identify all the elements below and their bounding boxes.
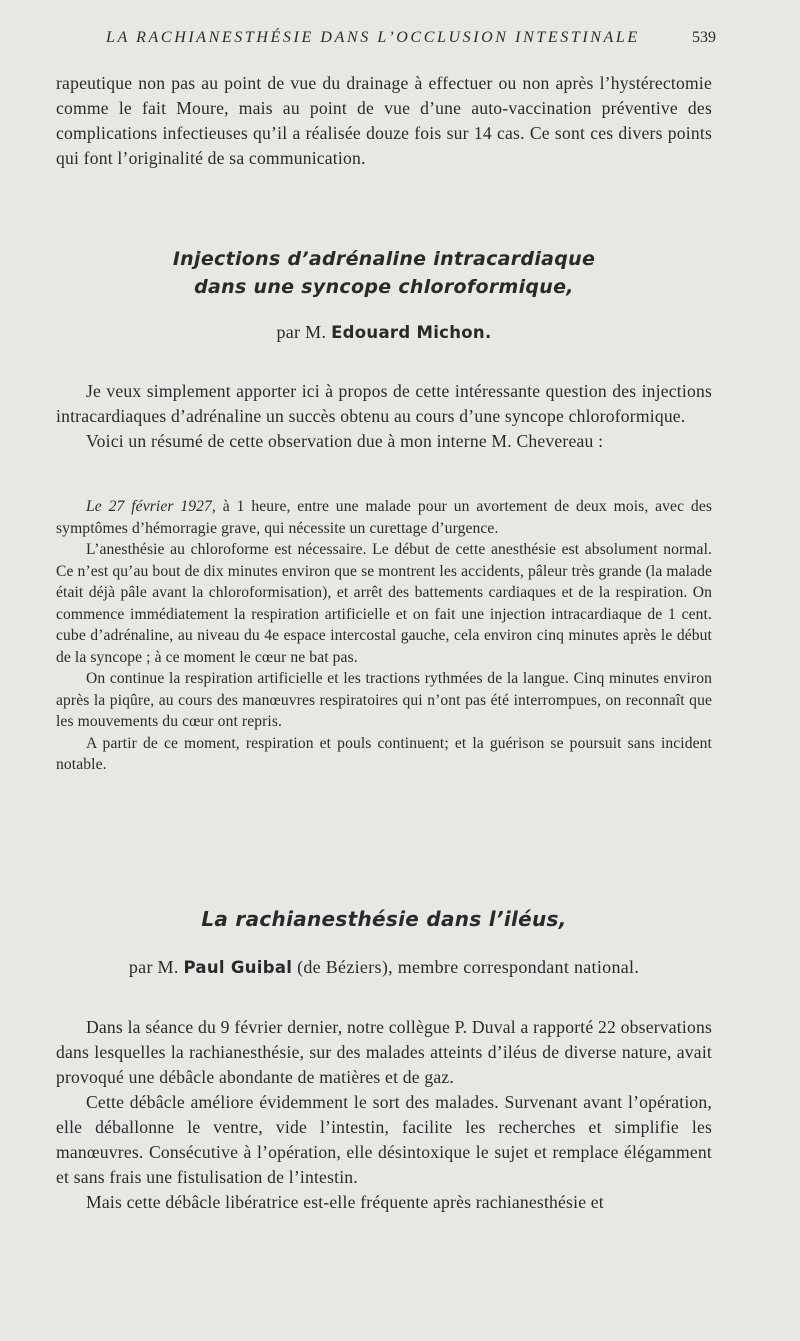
byline-suffix: (de Béziers), membre correspondant national. (297, 957, 640, 977)
paragraph: Mais cette débâcle libératrice est-elle fréquente après rachianesthésie et (86, 1192, 604, 1212)
article1-intro (56, 379, 712, 454)
byline-prefix: par M. (276, 322, 327, 342)
observation-paragraph: On continue la respiration artificielle et les tractions rythmées de la langue. Cinq minutes environ après la piqûre, au cours des manœuvres respiratoires qui n’ont pas été interrompues, on reconnaît que les mouvements du cœur ont repris. (56, 670, 712, 730)
article2-title-text: La rachianesthésie dans l’iléus, (201, 907, 567, 931)
observation-paragraph: L’anesthésie au chloroforme est nécessaire. Le début de cette anesthésie est absolument normal. Ce n’est qu’au bout de dix minutes environ que se montrent les accidents, pâleur très grande (la malade était déjà pâle avant la chloroformisation), et arrêt des battements cardiaques et de la respiration. On commence immédiatement la respiration artificielle et on fait une injection intracardiaque de 1 cent. cube d’adrénaline, au niveau du 4e espace intercostal gauche, cela environ cinq minutes après le début de la syncope ; à ce moment le cœur ne bat pas. (56, 541, 712, 666)
page-number: 539 (692, 29, 716, 46)
article2-byline (56, 954, 712, 981)
byline-prefix: par M. (128, 957, 179, 977)
continued-text-block (56, 71, 712, 171)
paragraph: Je veux simplement apporter ici à propos de cette intéressante question des injections intracardiaques d’adrénaline un succès obtenu au cours d’une syncope chloroformique. (56, 381, 712, 426)
article1-byline (56, 319, 712, 346)
running-title: LA RACHIANESTHÉSIE DANS L’OCCLUSION INTESTINALE (106, 29, 640, 46)
paragraph: Voici un résumé de cette observation due à mon interne M. Chevereau : (86, 431, 604, 451)
author-name: Paul Guibal (183, 958, 293, 977)
author-name: Edouard Michon. (331, 323, 492, 342)
article1-title-line2: dans une syncope chloroformique, (194, 276, 574, 298)
continued-paragraph: rapeutique non pas au point de vue du drainage à effectuer ou non après l’hystérectomie comme le fait Moure, mais au point de vue d’une auto-vaccination préventive des complications infectieuses qu’il a réalisée douze fois sur 14 cas. Ce sont ces divers points qui font l’originalité de sa communication. (56, 73, 712, 168)
observation-paragraph: A partir de ce moment, respiration et pouls continuent; et la guérison se poursuit sans incident notable. (56, 734, 712, 773)
paragraph: Cette débâcle améliore évidemment le sort des malades. Survenant avant l’opération, elle déballonne le ventre, vide l’intestin, facilite les recherches et simplifie les manœuvres. Consécutive à l’opération, elle désintoxique le sujet et remplace élégamment et sans frais une fistulisation de l’intestin. (56, 1092, 712, 1187)
paragraph: Dans la séance du 9 février dernier, notre collègue P. Duval a rapporté 22 observations dans lesquelles la rachianesthésie, sur des malades atteints d’iléus de diverse nature, avait provoqué une débâcle abondante de matières et de gaz. (56, 1017, 712, 1087)
observation-paragraph (56, 496, 712, 539)
article2-body (56, 1015, 712, 1215)
article1-title (56, 245, 712, 301)
observation-date: Le 27 février 1927, (86, 498, 216, 515)
article2-title (56, 905, 712, 933)
observation-text: à 1 heure, entre une malade pour un avortement de deux mois, avec des symptômes d’hémorragie grave, qui nécessite un curettage d’urgence. (56, 498, 713, 537)
running-head (106, 29, 716, 47)
article1-title-line1: Injections d’adrénaline intracardiaque (172, 248, 596, 270)
observation-block (56, 496, 712, 776)
